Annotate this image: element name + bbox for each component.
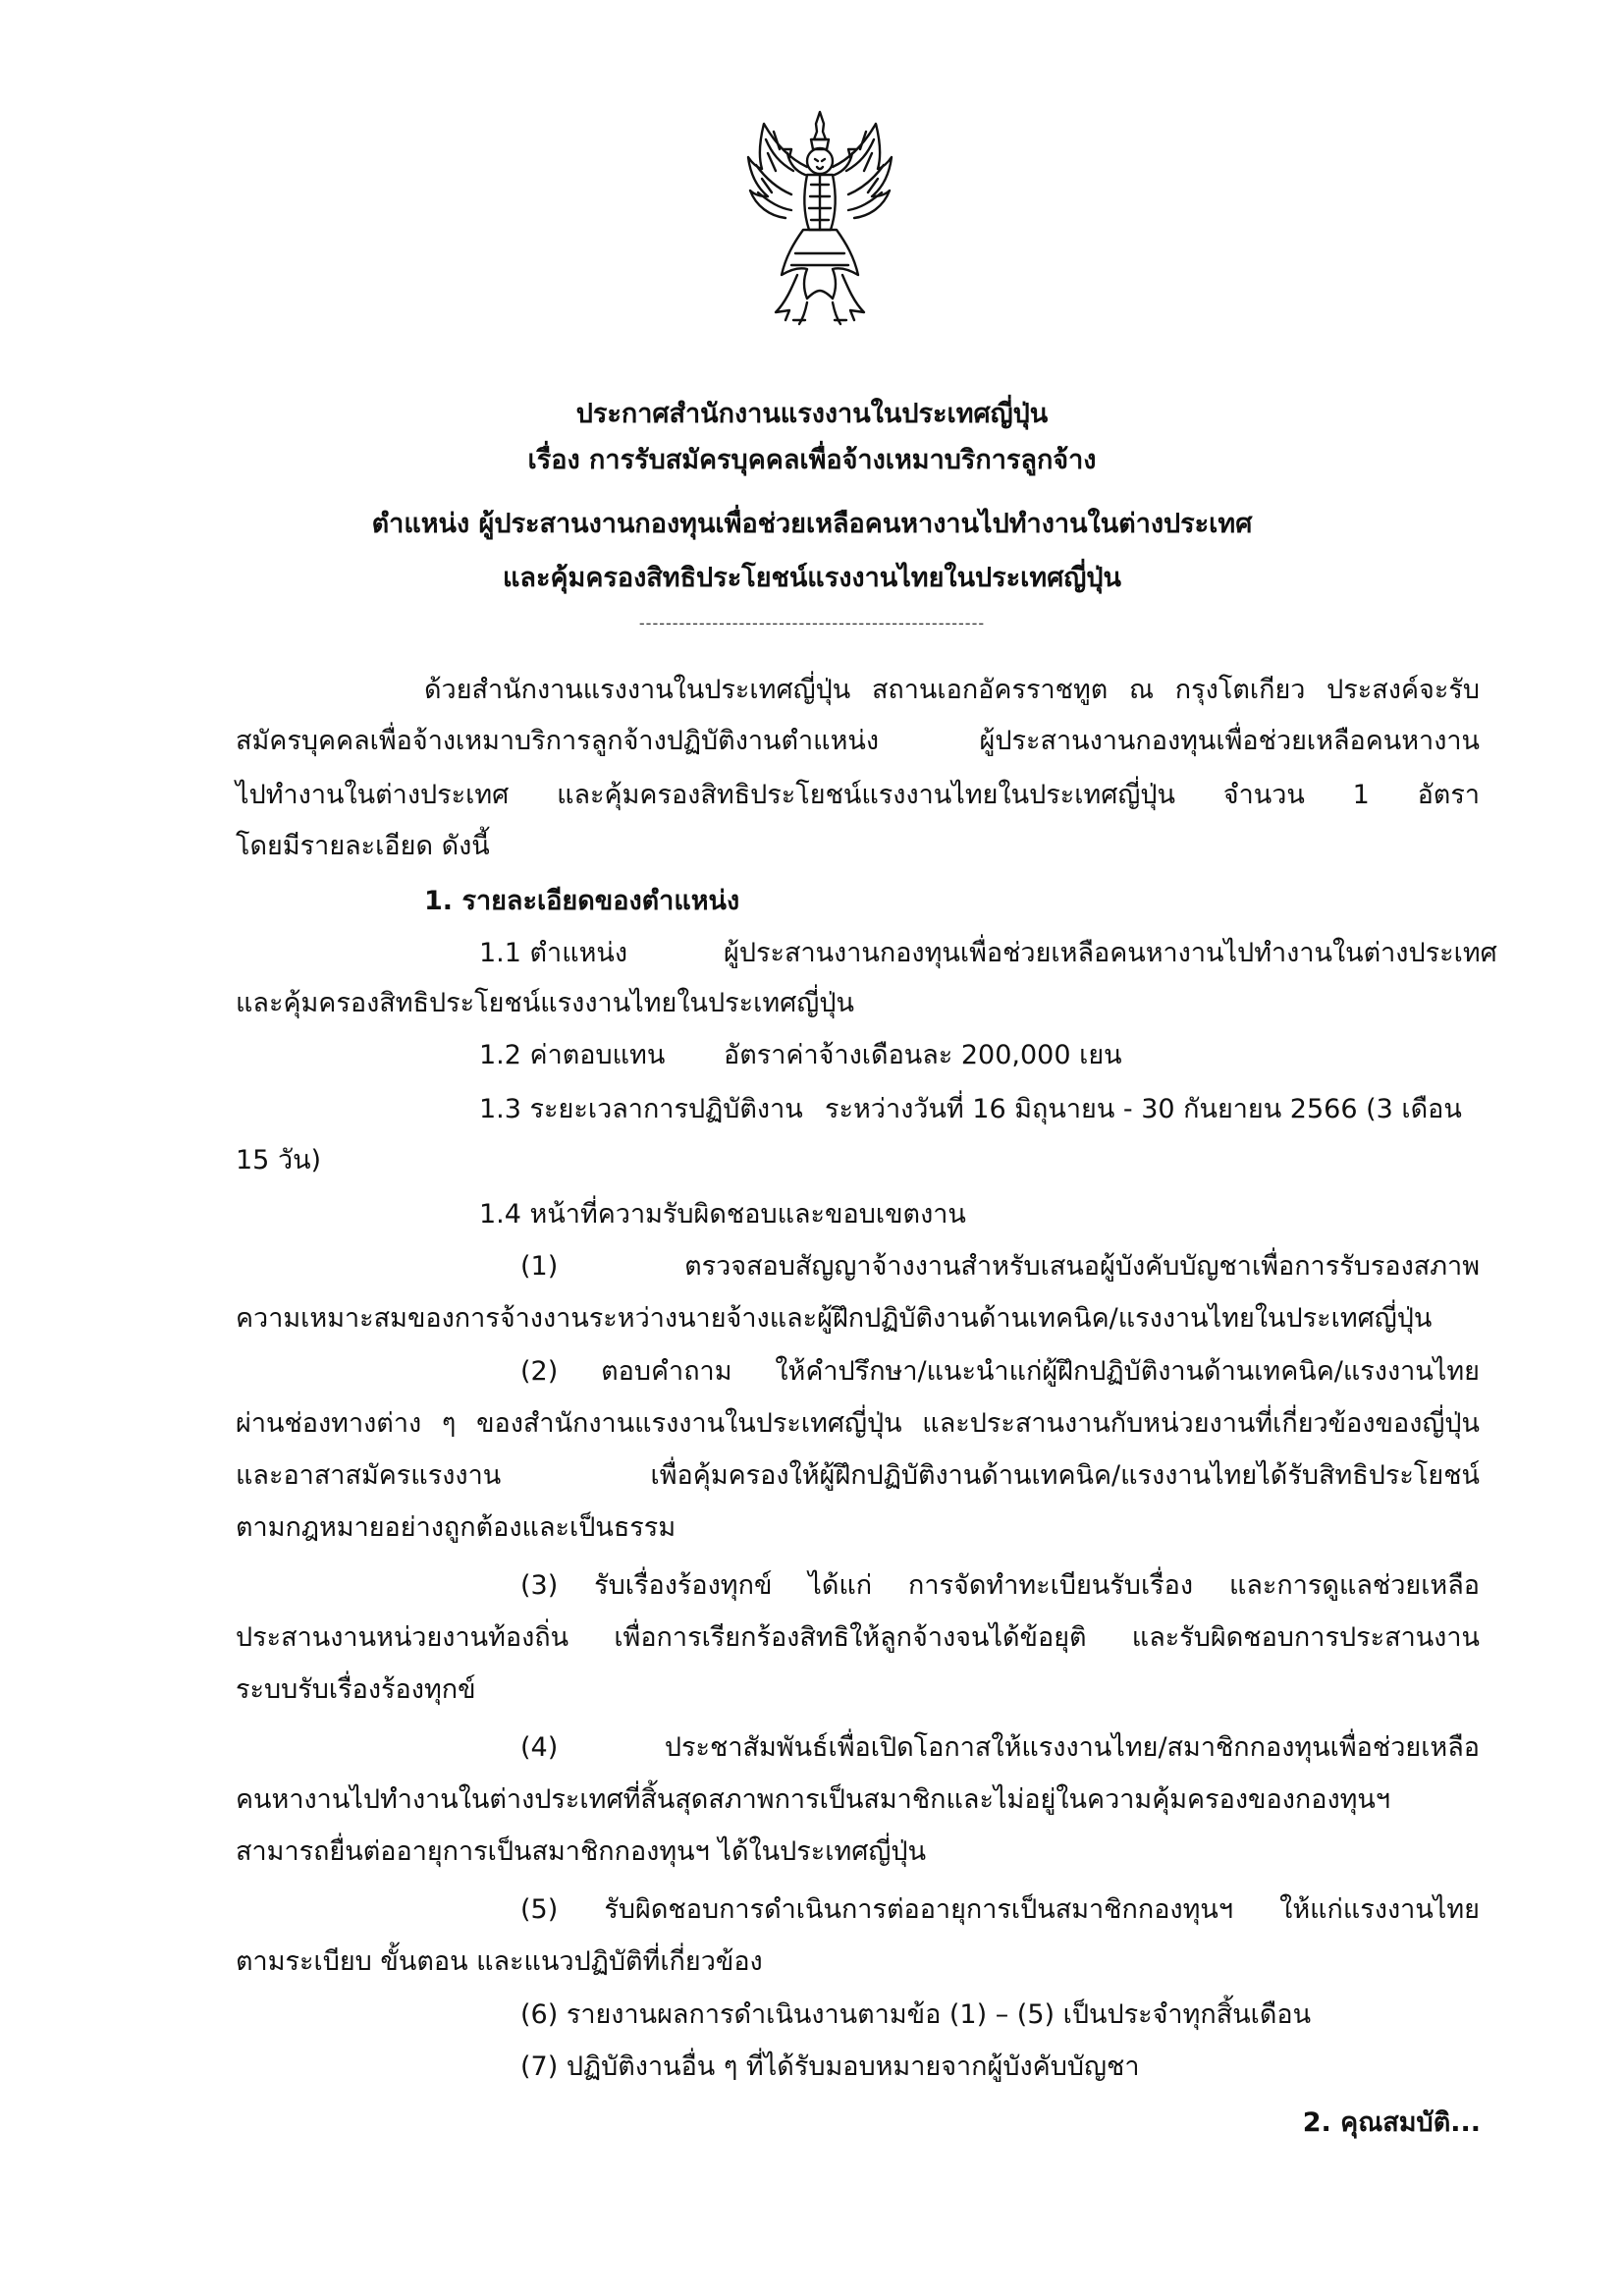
title-line-2: เรื่อง การรับสมัครบุคคลเพื่อจ้างเหมาบริการลูกจ้าง <box>527 445 1097 475</box>
duty-3-line-1: (3) รับเรื่องร้องทุกข์ ได้แก่ การจัดทำทะเบียนรับเรื่อง และการดูแลช่วยเหลือ <box>520 1570 1480 1601</box>
duty-1-line-2: ความเหมาะสมของการจ้างงานระหว่างนายจ้างและผู้ฝึกปฏิบัติงานด้านเทคนิค/แรงงานไทยในประเทศญี่ปุ่น <box>236 1303 1433 1334</box>
title-divider: ---------------------------------------------------- <box>638 614 986 632</box>
duty-1-line-1: (1) ตรวจสอบสัญญาจ้างงานสำหรับเสนอผู้บังคับบัญชาเพื่อการรับรองสภาพ <box>520 1251 1480 1282</box>
title-line-4: และคุ้มครองสิทธิประโยชน์แรงงานไทยในประเทศญี่ปุ่น <box>503 563 1121 593</box>
intro-line-3: ไปทำงานในต่างประเทศ และคุ้มครองสิทธิประโยชน์แรงงานไทยในประเทศญี่ปุ่น จำนวน 1 อัตรา <box>236 780 1480 810</box>
duty-5-line-1: (5) รับผิดชอบการดำเนินการต่ออายุการเป็นสมาชิกกองทุนฯ ให้แก่แรงงานไทย <box>520 1894 1480 1925</box>
item-1-1-label: 1.1 ตำแหน่ง <box>479 938 628 968</box>
item-1-4-label: 1.4 หน้าที่ความรับผิดชอบและขอบเขตงาน <box>479 1199 966 1230</box>
duty-4-line-1: (4) ประชาสัมพันธ์เพื่อเปิดโอกาสให้แรงงานไทย/สมาชิกกองทุนเพื่อช่วยเหลือ <box>520 1732 1480 1763</box>
duty-2-line-1: (2) ตอบคำถาม ให้คำปรึกษา/แนะนำแก่ผู้ฝึกปฏิบัติงานด้านเทคนิค/แรงงานไทย <box>520 1356 1480 1387</box>
title-line-3: ตำแหน่ง ผู้ประสานงานกองทุนเพื่อช่วยเหลือคนหางานไปทำงานในต่างประเทศ <box>371 509 1253 539</box>
next-page-indicator: 2. คุณสมบัติ... <box>1302 2107 1481 2138</box>
item-1-3-continuation: 15 วัน) <box>236 1145 322 1175</box>
section-1-heading: 1. รายละเอียดของตำแหน่ง <box>424 886 740 916</box>
duty-4-line-3: สามารถยื่นต่ออายุการเป็นสมาชิกกองทุนฯ ได้ในประเทศญี่ปุ่น <box>236 1836 927 1867</box>
garuda-emblem-icon <box>746 110 893 328</box>
duty-4-line-2: คนหางานไปทำงานในต่างประเทศที่สิ้นสุดสภาพการเป็นสมาชิกและไม่อยู่ในความคุ้มครองของกองทุนฯ <box>236 1784 1391 1815</box>
duty-3-line-3: ระบบรับเรื่องร้องทุกข์ <box>236 1674 476 1705</box>
duty-2-line-3: และอาสาสมัครแรงงาน เพื่อคุ้มครองให้ผู้ฝึกปฏิบัติงานด้านเทคนิค/แรงงานไทยได้รับสิทธิประโยชน์ <box>236 1460 1480 1491</box>
item-1-2-value: อัตราค่าจ้างเดือนละ 200,000 เยน <box>724 1040 1122 1070</box>
item-1-1-continuation: และคุ้มครองสิทธิประโยชน์แรงงานไทยในประเทศญี่ปุ่น <box>236 988 854 1018</box>
duty-5-line-2: ตามระเบียบ ขั้นตอน และแนวปฏิบัติที่เกี่ยวข้อง <box>236 1946 763 1977</box>
duty-2-line-4: ตามกฎหมายอย่างถูกต้องและเป็นธรรม <box>236 1512 677 1543</box>
title-line-1: ประกาศสำนักงานแรงงานในประเทศญี่ปุ่น <box>575 399 1049 429</box>
duty-7: (7) ปฏิบัติงานอื่น ๆ ที่ได้รับมอบหมายจากผู้บังคับบัญชา <box>520 2051 1140 2082</box>
item-1-2-label: 1.2 ค่าตอบแทน <box>479 1040 666 1070</box>
duty-6: (6) รายงานผลการดำเนินงานตามข้อ (1) – (5) เป็นประจำทุกสิ้นเดือน <box>520 1999 1312 2030</box>
item-1-1-value: ผู้ประสานงานกองทุนเพื่อช่วยเหลือคนหางานไปทำงานในต่างประเทศ <box>724 938 1497 968</box>
item-1-3-label: 1.3 ระยะเวลาการปฏิบัติงาน <box>479 1094 803 1124</box>
intro-line-2: สมัครบุคคลเพื่อจ้างเหมาบริการลูกจ้างปฏิบัติงานตำแหน่ง ผู้ประสานงานกองทุนเพื่อช่วยเหลือคนหางาน <box>236 726 1480 756</box>
item-1-3-value: ระหว่างวันที่ 16 มิถุนายน - 30 กันยายน 2566 (3 เดือน <box>825 1094 1462 1124</box>
duty-2-line-2: ผ่านช่องทางต่าง ๆ ของสำนักงานแรงงานในประเทศญี่ปุ่น และประสานงานกับหน่วยงานที่เกี่ยวข้องของญี่ปุ่น <box>236 1408 1480 1439</box>
duty-3-line-2: ประสานงานหน่วยงานท้องถิ่น เพื่อการเรียกร้องสิทธิให้ลูกจ้างจนได้ข้อยุติ และรับผิดชอบการประสานงาน <box>236 1622 1480 1653</box>
intro-line-1: ด้วยสำนักงานแรงงานในประเทศญี่ปุ่น สถานเอกอัครราชทูต ณ กรุงโตเกียว ประสงค์จะรับ <box>424 675 1480 705</box>
intro-line-4: โดยมีรายละเอียด ดังนี้ <box>236 831 490 861</box>
